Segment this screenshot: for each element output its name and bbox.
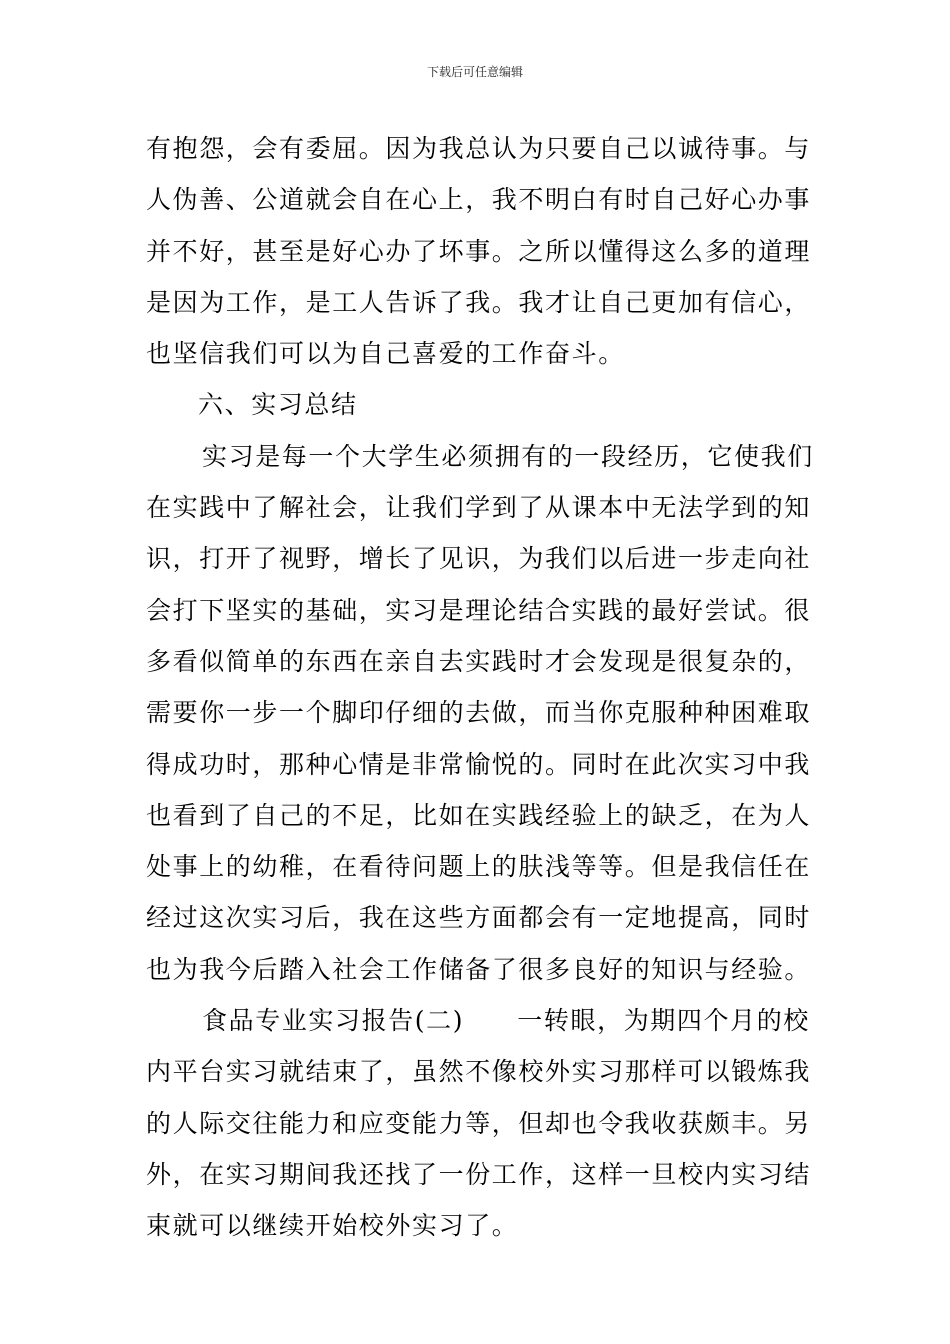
text-line: 也看到了自己的不足，比如在实践经验上的缺乏，在为人 [146,800,812,830]
text-line: 外，在实习期间我还找了一份工作，这样一旦校内实习结 [146,1159,812,1189]
text-line: 得成功时，那种心情是非常愉悦的。同时在此次实习中我 [146,749,812,779]
text-line: 的人际交往能力和应变能力等，但却也令我收获颇丰。另 [146,1108,812,1138]
text-line: 也为我今后踏入社会工作储备了很多良好的知识与经验。 [146,954,812,984]
text-line: 并不好，甚至是好心办了坏事。之所以懂得这么多的道理 [146,236,812,266]
text-line: 识，打开了视野，增长了见识，为我们以后进一步走向社 [146,544,812,574]
text-line: 束就可以继续开始校外实习了。 [146,1211,519,1241]
text-line: 人伪善、公道就会自在心上，我不明白有时自己好心办事 [146,185,812,215]
page-header-note: 下载后可任意编辑 [426,65,523,79]
text-line: 有抱怨，会有委屈。因为我总认为只要自己以诚待事。与 [146,134,812,163]
document-body [146,123,814,1252]
report-title-line: 食品专业实习报告(二) 一转眼，为期四个月的校 [202,1006,810,1036]
text-line: 也坚信我们可以为自己喜爱的工作奋斗。 [146,339,625,369]
paragraph-first-line: 实习是每一个大学生必须拥有的一段经历，它使我们 [202,441,814,471]
section-heading: 六、实习总结 [198,390,358,420]
text-line: 处事上的幼稚，在看待问题上的肤浅等等。但是我信任在 [146,852,812,882]
text-line: 会打下坚实的基础，实习是理论结合实践的最好尝试。很 [146,595,812,625]
text-line: 在实践中了解社会，让我们学到了从课本中无法学到的知 [146,493,812,523]
text-line: 是因为工作，是工人告诉了我。我才让自己更加有信心， [146,287,812,317]
text-line: 需要你一步一个脚印仔细的去做，而当你克服种种困难取 [146,698,812,728]
text-line: 内平台实习就结束了，虽然不像校外实习那样可以锻炼我 [146,1057,812,1087]
text-line: 多看似简单的东西在亲自去实践时才会发现是很复杂的， [146,646,812,676]
text-line: 经过这次实习后，我在这些方面都会有一定地提高，同时 [146,903,812,933]
